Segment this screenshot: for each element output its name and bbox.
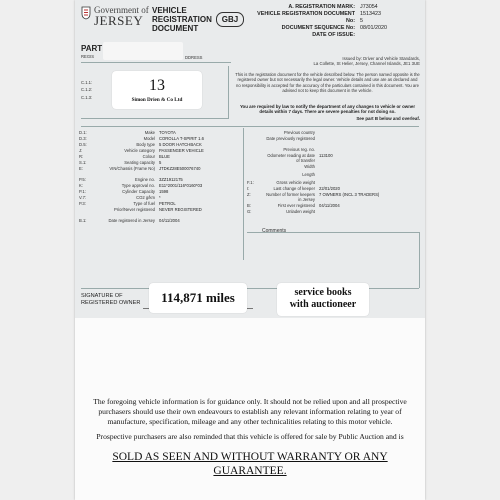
dealer-name: Simon Drien & Co Ltd [131, 97, 183, 103]
vl-code: B.1: [79, 218, 87, 223]
vr-code: I: [247, 186, 250, 191]
notice-p3: See part B below and overleaf. [356, 116, 420, 121]
part-sub: REGIS [81, 54, 95, 59]
vr-label: Date previously registered [266, 136, 315, 141]
cover-strip [103, 42, 183, 60]
keeper-code-3: C.1.3: [81, 95, 93, 100]
vl-label: Seating capacity [124, 160, 155, 165]
vl-value: TOYOTA [159, 130, 176, 135]
document-paper [75, 0, 425, 500]
vehicle-top-divider [81, 126, 419, 127]
vl-value: 5 [159, 160, 162, 165]
doc-title-line2: REGISTRATION [152, 15, 212, 24]
vr-label: Last change of keeper [273, 186, 315, 191]
registration-form [75, 0, 425, 318]
vl-code: D.1: [79, 130, 87, 135]
vr-label: Previous country [283, 130, 315, 135]
header-right-labels [247, 4, 355, 39]
seq-label: DOCUMENT SEQUENCE No: [281, 25, 355, 31]
vl-code: D.3: [79, 136, 87, 141]
issue-label: DATE OF ISSUE: [312, 32, 355, 38]
part-sub-2: DDRESS [185, 55, 203, 60]
issuer-block [275, 56, 420, 67]
mileage-sticker [149, 283, 247, 313]
vehicle-right-values [319, 130, 419, 215]
vl-code: P.3: [79, 201, 86, 206]
vr-label: Number of former keepers in Jersey [266, 192, 315, 203]
vl-label: Type of fuel [133, 201, 155, 206]
vr-value: 22/01/2020 [319, 186, 340, 191]
vl-code: P.5: [79, 177, 86, 182]
vl-code: D.5: [79, 142, 87, 147]
part-divider [81, 62, 231, 63]
part-heading: PART [81, 44, 103, 53]
issuer-line2: La Collette, St Helier, Jersey, Channel Islands, JE1 3UE [313, 61, 420, 67]
vr-value [319, 172, 419, 180]
vl-value: PETROL [159, 201, 176, 206]
signature-label [81, 293, 140, 307]
issuer-line1: Issued by: Driver and Vehicle Standards, [342, 56, 420, 61]
vl-label: Colour [142, 154, 155, 159]
header-right-values [360, 4, 387, 32]
vl-value: JTDKZ28E500076740 [159, 166, 201, 171]
vl-label: Prior/Never registered [114, 207, 155, 212]
vr-label: Length [302, 172, 315, 177]
gov-line2: JERSEY [94, 13, 144, 28]
vr-value: 04/11/2004 [319, 203, 340, 208]
vr-value: 7 OWNERS (INCL 3 TRADERS) [319, 192, 380, 197]
vl-value: 1598 [159, 189, 169, 194]
vr-label: Previous reg. no. [283, 147, 315, 152]
vr-code: B: [247, 203, 251, 208]
vl-code: E: [79, 166, 83, 171]
vl-value: PASSENGER VEHICLE [159, 148, 204, 153]
vehicle-mid-divider [243, 128, 244, 260]
vl-value: 04/11/2004 [159, 218, 180, 223]
lot-sticker [112, 71, 202, 109]
disclaimer-p2: Prospective purchasers are also reminded that this vehicle is offered for sale by Public Auction and is [96, 432, 404, 442]
signature-label-2: REGISTERED OWNER [81, 300, 141, 306]
vl-code: R: [79, 154, 84, 159]
vl-label: Type approval no. [121, 183, 155, 188]
vl-label: CO2 g/km [136, 195, 155, 200]
vehicle-right-labels [263, 130, 315, 215]
reg-mark-label: A. REGISTRATION MARK: [288, 4, 355, 10]
doc-no: 1513423 [360, 11, 381, 17]
vl-label: Make [144, 130, 155, 135]
vr-value [319, 209, 419, 215]
vl-label: VIN/Chassis (Frame No) [109, 166, 155, 171]
disclaimer-p3: SOLD AS SEEN AND WITHOUT WARRANTY OR ANY GUARANTEE. [112, 451, 388, 478]
vl-code: P.1: [79, 189, 86, 194]
vr-label: Odometer reading at date of transfer [267, 153, 315, 164]
vl-code: V.7: [79, 195, 87, 200]
issue-date: 08/01/2020 [360, 25, 387, 31]
doc-title-line3: DOCUMENT [152, 24, 199, 33]
comments-label: Comments [262, 228, 287, 234]
vehicle-left-values [159, 130, 239, 229]
lot-number: 13 [149, 77, 165, 94]
auction-disclaimer [93, 397, 407, 478]
keeper-code-2: C.1.2: [81, 87, 93, 92]
vr-code: F.1: [247, 180, 254, 185]
gbj-badge: GBJ [216, 12, 244, 27]
doc-title-line1: VEHICLE [152, 6, 187, 15]
vl-value: * [159, 195, 161, 200]
vl-label: Date registered in Jersey [108, 218, 155, 223]
vl-value: 3ZZ1912175 [159, 177, 183, 182]
vr-value: 113100 [319, 153, 333, 158]
vr-value [319, 164, 419, 172]
mileage-text: 114,871 miles [161, 290, 235, 305]
service-line1: service books [294, 287, 352, 298]
vr-code: G: [247, 209, 252, 214]
doc-no-label: VEHICLE REGISTRATION DOCUMENT No: [257, 11, 355, 24]
vl-label: Vehicle category [124, 148, 155, 153]
keeper-code-1: C.1.1: [81, 80, 93, 85]
vr-label: Width [304, 164, 315, 169]
reg-mark: J73054 [360, 4, 378, 10]
seq-no: 5 [360, 18, 363, 24]
vr-label: Unladen weight [286, 209, 315, 214]
signature-label-1: SIGNATURE OF [81, 293, 123, 299]
keeper-box-bottom [81, 118, 229, 119]
vl-label: Body type [136, 142, 155, 147]
gov-line1: Government of [94, 5, 149, 15]
vl-value: E11*2001/116*0160*03 [159, 183, 203, 188]
vr-value [319, 136, 419, 147]
comments-right-line [419, 232, 420, 288]
vl-value: NEVER REGISTERED [159, 207, 202, 212]
disclaimer-p1: The foregoing vehicle information is for guidance only. It should not be relied upon and all prospective purchasers should use their own endeavours to establish any relevant information relating to year of manufacture, specification, mileage and any other technicalities relating to this motor vehicle. [93, 397, 407, 426]
vehicle-left-labels [95, 130, 155, 229]
vl-label: Cylinder Capacity [122, 189, 155, 194]
vl-code: J: [79, 148, 83, 153]
vl-code: K: [79, 183, 83, 188]
vl-value: COROLLA T-SPIRIT 1.6 [159, 136, 204, 141]
vr-label: First ever registered [277, 203, 315, 208]
service-sticker [277, 283, 369, 316]
jersey-crest-icon [81, 6, 91, 20]
vl-value: BLUE [159, 154, 170, 159]
keeper-box-line [228, 66, 229, 118]
notice-p1: This is the registration document for the vehicle described below. The person named opposite is the registered owner but not necessarily the legal owner. Vehicle details and use are as declared and no responsibility is accepted for the accuracy of the particulars contained in this document. You are advised not to keep this document in the vehicle. [235, 72, 420, 93]
service-line2: with auctioneer [289, 299, 357, 310]
vr-code: Z: [247, 192, 251, 197]
vr-label: Gross vehicle weight [276, 180, 315, 185]
vl-label: Model [143, 136, 155, 141]
vl-value: 5 DOOR HATCHBACK [159, 142, 202, 147]
vl-code: S.1: [79, 160, 87, 165]
notice-p2: You are required by law to notify the department of any changes to vehicle or owner details within 7 days. There are severe penalties for not doing so. [239, 104, 416, 115]
vl-label: Engine no. [134, 177, 155, 182]
